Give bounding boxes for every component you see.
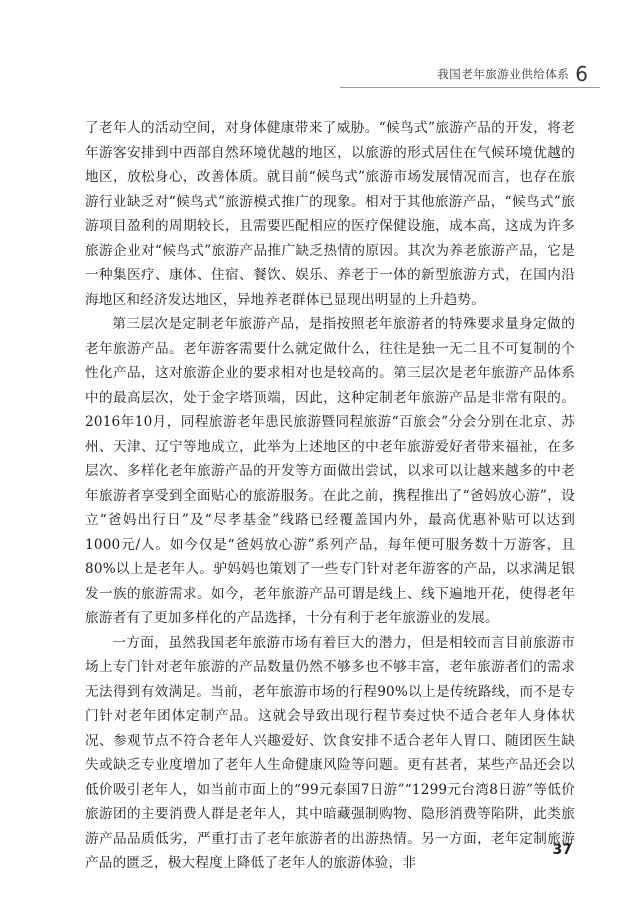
paragraph-market-issues: 一方面，虽然我国老年旅游市场有着巨大的潜力，但是相较而言目前旅游市场上专门针对老年旅游的产品数量仍然不够多也不够丰富，老年旅游者们的需求无法得到有效满足。当前，老年旅游市场的行程90%以上是传统路线，而不是专门针对老年团体定制产品。这就会导致出现行程节奏过快不适合老年人身体状况、参观节点不符合老年人兴趣爱好、饮食安排不适合老年人胃口、随团医生缺失或缺乏专业度增加了老年人生命健康风险等问题。更有甚者，某些产品还会以低价吸引老年人，如当前市面上的“99元泰国7日游”“1299元台湾8日游”等低价旅游团的主要消费人群是老年人，其中暗藏强制购物、隐形消费等陷阱，此类旅游产品品质低劣，严重打击了老年旅游者的出游热情。另一方面，老年定制旅游产品的匮乏，极大程度上降低了老年人的旅游体验，非 bbox=[85, 634, 575, 871]
page-number: 37 bbox=[552, 842, 572, 858]
paragraph-custom-products: 第三层次是定制老年旅游产品，是指按照老年旅游者的特殊要求量身定做的老年旅游产品。老年游客需要什么就定做什么，往往是独一无二且不可复制的个性化产品，这对旅游企业的要求相对也是较高的。第三层次是老年旅游产品体系中的最高层次，处于金字塔顶端，因此，这种定制老年旅游产品是非常有限的。2016年10月，同程旅游老年患民旅游暨同程旅游“百旅会”分会分别在北京、苏州、天津、辽宁等地成立，此举为上述地区的中老年旅游爱好者带来福祉，在多层次、多样化老年旅游产品的开发等方面做出尝试，以求可以让越来越多的中老年旅游者享受到全面贴心的旅游服务。在此之前，携程推出了“爸妈放心游”，设立“爸妈出行日”及“尽孝基金”线路已经覆盖国内外，最高优惠补贴可以达到1000元/人。如今仅是“爸妈放心游”系列产品，每年便可服务数十万游客，且80%以上是老年人。驴妈妈也策划了一些专门针对老年游客的产品，以求满足银发一族的旅游需求。如今，老年旅游产品可谓是线上、线下遍地开花，使得老年旅游者有了更加多样化的产品选择，十分有利于老年旅游业的发展。 bbox=[85, 316, 575, 626]
running-header bbox=[437, 64, 588, 84]
header-rule bbox=[340, 87, 600, 88]
body-text bbox=[85, 116, 575, 876]
chapter-number: 6 bbox=[575, 62, 588, 86]
paragraph-continued: 了老年人的活动空间，对身体健康带来了威胁。“候鸟式”旅游产品的开发，将老年游客安排到中西部自然环境优越的地区，以旅游的形式居住在气候环境优越的地区，放松身心，改善体质。就目前“候鸟式”旅游市场发展情况而言，也存在旅游行业缺乏对“候鸟式”旅游模式推广的现象。相对于其他旅游产品，“候鸟式”旅游项目盈利的周期较长，且需要匹配相应的医疗保健设施，成本高，这成为许多旅游企业对“候鸟式”旅游产品推广缺乏热情的原因。其次为养老旅游产品，它是一种集医疗、康体、住宿、餐饮、娱乐、养老于一体的新型旅游方式，在国内沿海地区和经济发达地区，异地养老群体已显现出明显的上升趋势。 bbox=[85, 120, 575, 308]
header-title: 我国老年旅游业供给体系 bbox=[437, 67, 570, 81]
